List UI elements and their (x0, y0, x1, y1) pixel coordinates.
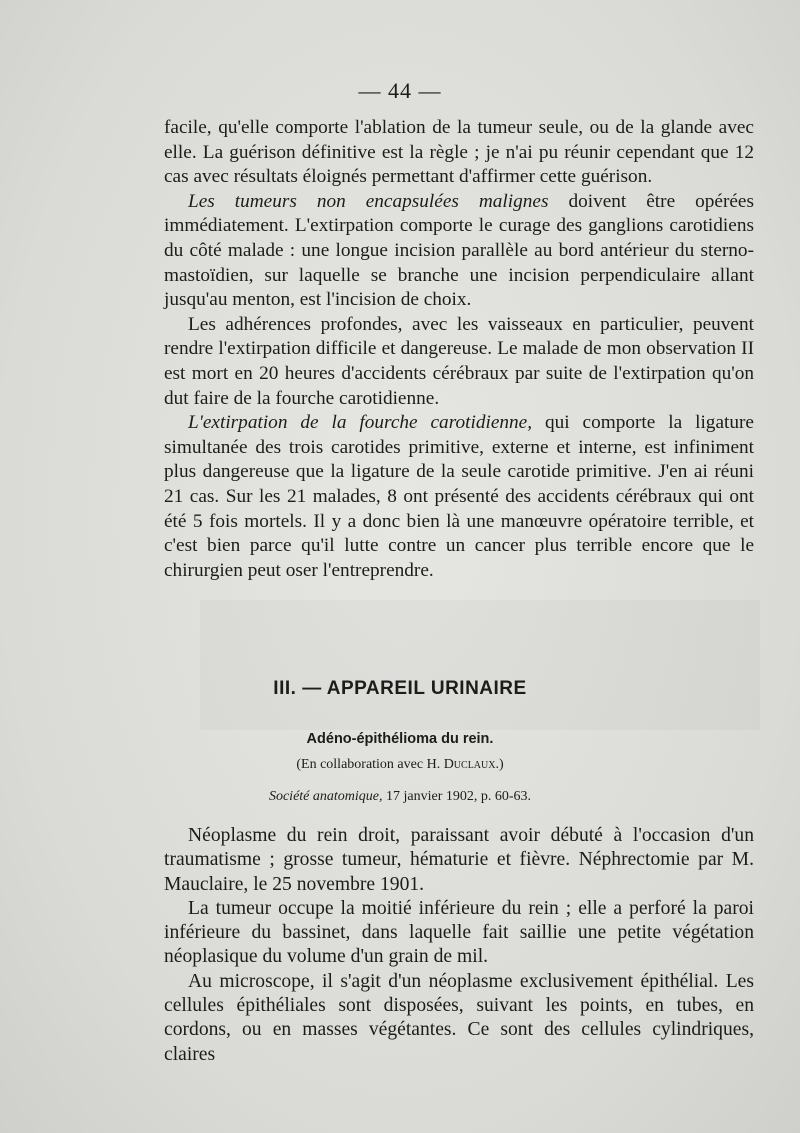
paragraph: Les adhérences profondes, avec les vaisseaux en particulier, peuvent rendre l'extirpation difficile et dangereuse. Le malade de mon observation II est mort en 20 heures d'accidents cérébraux par suite de l'extirpation qu'on dut faire de la fourche carotidienne. (164, 313, 754, 409)
paragraph: Au microscope, il s'agit d'un néoplasme exclusivement épithélial. Les cellules épithéliales sont disposées, suivant les points, en tubes, en cordons, ou en masses végétantes. Ce sont des cellules cylindriques, claires (164, 970, 754, 1065)
page-number: — 44 — (358, 78, 442, 103)
paragraph: Néoplasme du rein droit, paraissant avoir débuté à l'occasion d'un traumatisme ; grosse tumeur, hématurie et fièvre. Néphrectomie par M. Mauclaire, le 25 novembre 1901. (164, 825, 754, 895)
paragraph: La tumeur occupe la moitié inférieure du rein ; elle a perforé la paroi inférieure du bassinet, dans laquelle fait saillie une petite végétation néoplasique du volume d'un grain de mil. (164, 897, 754, 968)
paragraph: L'extirpation de la fourche carotidienne, qui comporte la ligature simultanée des trois carotides primitive, externe et interne, est infiniment plus dangereuse que la ligature de la seule carotide primitive. J'en ai réuni 21 cas. Sur les 21 malades, 8 ont présenté des accidents cérébraux qui ont été 5 fois mortels. Il y a donc bien là une manœuvre opératoire terrible, et c'est bien parce qu'il lutte contre un cancer plus terrible encore que le chirurgien peut oser l'entreprendre. (164, 412, 754, 581)
italic-lead: Les tumeurs non encapsulées malignes (188, 190, 549, 212)
body-text-top (164, 116, 754, 583)
bleed-through-shadow (200, 600, 760, 730)
article-title: Adéno-épithélioma du rein. (306, 731, 494, 747)
italic-lead: L'extirpation de la fourche carotidienne, (188, 412, 533, 434)
collaborator-name: Duclaux (443, 757, 496, 772)
article-source: Société anatomique, 17 janvier 1902, p. 60-63. (268, 789, 532, 804)
section-heading: III. — APPAREIL URINAIRE (273, 678, 527, 699)
body-text-bottom (164, 824, 754, 1067)
paragraph: facile, qu'elle comporte l'ablation de la tumeur seule, ou de la glande avec elle. La guérison définitive est la règle ; je n'ai pu réunir cependant que 12 cas avec résultats éloignés permettant d'affirmer cette guérison. (164, 117, 754, 188)
paragraph: Les tumeurs non encapsulées malignes doivent être opérées immédiatement. L'extirpation comporte le curage des ganglions carotidiens du côté malade : une longue incision parallèle au bord antérieur du sterno-mastoïdien, sur laquelle se branche une incision perpendiculaire allant jusqu'au menton, est l'incision de choix. (164, 190, 754, 311)
article-collaboration: (En collaboration avec H. Duclaux.) (296, 757, 504, 772)
